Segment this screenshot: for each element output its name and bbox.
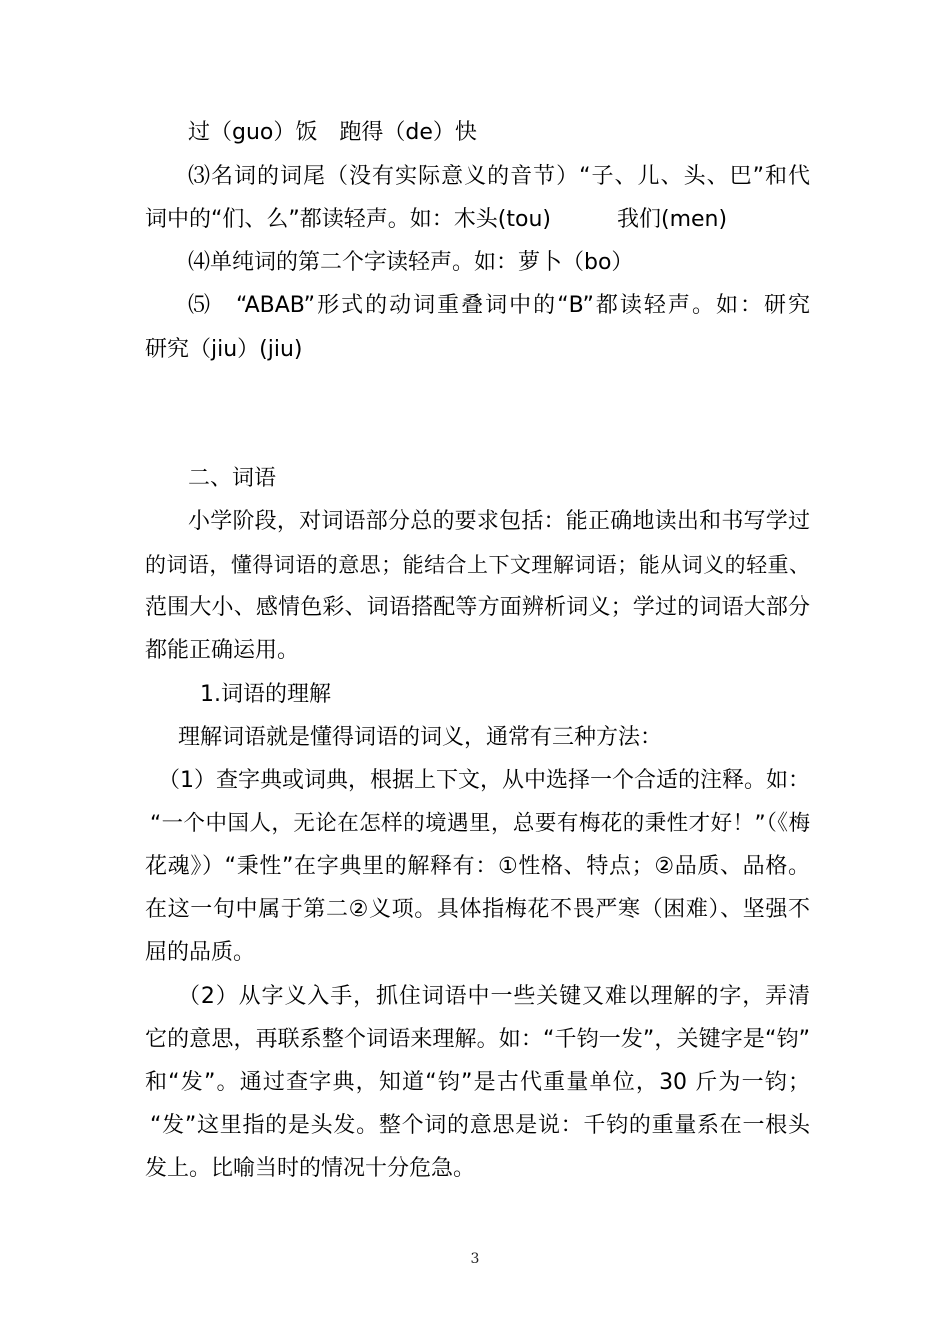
text-line: 范围大小、感情色彩、词语搭配等方面辨析词义；学过的词语大部分 [145,595,810,620]
text-line: 发上。比喻当时的情况十分危急。 [145,1156,476,1181]
page-number: 3 [470,1251,480,1267]
text-line: 花魂》）“秉性”在字典里的解释有：①性格、特点；②品质、品格。 [145,854,810,879]
text-line: （1）查字典或词典，根据上下文，从中选择一个合适的注释。如： [158,768,810,793]
text-line: ⑶名词的词尾（没有实际意义的音节）“子、儿、头、巴”和代 [188,164,810,189]
text-line: “发”这里指的是头发。整个词的意思是说：千钧的重量系在一根头 [150,1113,810,1138]
text-line: 理解词语就是懂得词语的词义，通常有三种方法： [178,725,663,750]
text-line: 屈的品质。 [145,940,256,965]
text-line: 词中的“们、么”都读轻声。如：木头(tou) 我们(men) [145,207,728,232]
text-line: ⑸ “ABAB”形式的动词重叠词中的“B”都读轻声。如：研究 [188,293,810,318]
text-line: 的词语，懂得词语的意思；能结合上下文理解词语；能从词义的轻重、 [145,553,810,577]
text-line: 过（guo）饭 跑得（de）快 [188,120,477,145]
text-line: ⑷单纯词的第二个字读轻声。如：萝卜（bo） [188,250,634,275]
text-line: 它的意思，再联系整个词语来理解。如：“千钧一发”，关键字是“钧” [145,1027,810,1052]
text-line: 研究（jiu）(jiu) [145,337,303,362]
text-line: 都能正确运用。 [145,638,300,663]
text-line: 小学阶段，对词语部分总的要求包括：能正确地读出和书写学过 [188,509,810,534]
subsection-heading: 1.词语的理解 [200,682,331,707]
text-line: “一个中国人，无论在怎样的境遇里，总要有梅花的秉性才好！”（《梅 [150,811,810,836]
text-line: 在这一句中属于第二②义项。具体指梅花不畏严寒（困难）、坚强不 [145,897,810,922]
text-line: （2）从字义入手，抓住词语中一些关键又难以理解的字，弄清 [178,984,810,1009]
text-line: 和“发”。通过查字典，知道“钧”是古代重量单位，30 斤为一钧； [145,1070,810,1095]
section-heading: 二、词语 [188,466,277,491]
